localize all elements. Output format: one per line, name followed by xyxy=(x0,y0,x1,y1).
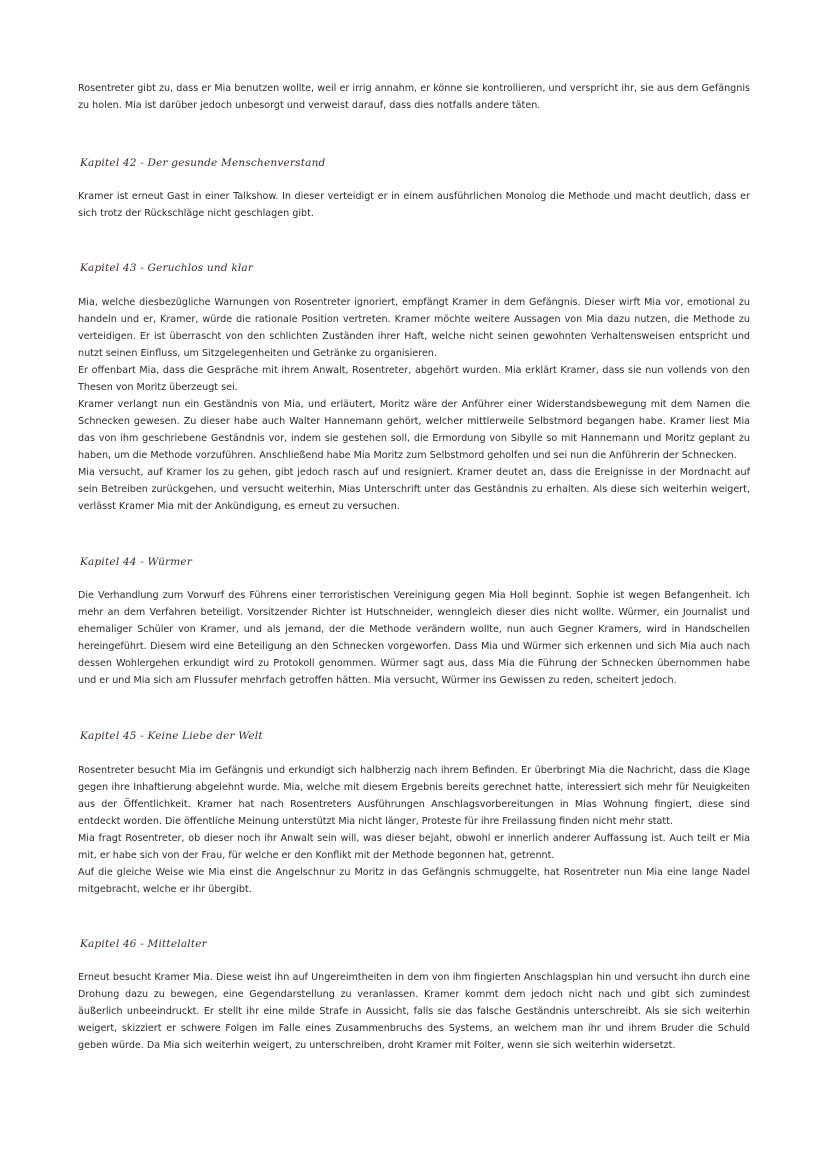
chapter-42-heading-wrap xyxy=(78,154,750,176)
chapter-45-body xyxy=(78,762,750,898)
document-page xyxy=(78,80,750,1054)
chapter-43-heading-wrap xyxy=(78,259,750,281)
chapter-43-heading-text: Kapitel 43 - Geruchlos und klar xyxy=(80,262,254,274)
chapter-42-paragraph-1: Kramer ist erneut Gast in einer Talkshow. In dieser verteidigt er in einem ausführlichen Monolog die Methode und macht deutlich, dass er sich trotz der Rückschläge nicht geschlagen gibt. xyxy=(78,191,750,219)
chapter-43-paragraph-4: Mia versucht, auf Kramer los zu gehen, gibt jedoch rasch auf und resigniert. Kramer deutet an, dass die Ereignisse in der Mordnacht auf sein Betreiben zurückgehen, und versucht weiterhin, Mias Unterschrift unter das Geständnis zu erhalten. Als diese sich weiterhin weigert, verlässt Kramer Mia mit der Ankündigung, es erneut zu versuchen. xyxy=(78,467,750,512)
chapter-42-body xyxy=(78,188,750,222)
chapter-45-heading-wrap xyxy=(78,727,750,749)
chapter-46-heading-text: Kapitel 46 - Mittelalter xyxy=(80,938,207,950)
chapter-45-paragraph-3: Auf die gleiche Weise wie Mia einst die Angelschnur zu Moritz in das Gefängnis schmuggelte, hat Rosentreter nun Mia eine lange Nadel mitgebracht, welche er ihr übergibt. xyxy=(78,867,750,895)
chapter-46-paragraph-1: Erneut besucht Kramer Mia. Diese weist ihn auf Ungereimtheiten in dem von ihm fingierten Anschlagsplan hin und versucht ihn durch eine Drohung dazu zu bewegen, eine Gegendarstellung zu veranlassen. Kramer kommt dem jedoch nicht nach und gibt sich zumindest äußerlich unbeeindruckt. Er stellt ihr eine milde Strafe in Aussicht, falls sie das falsche Geständnis unterschreibt. Als sie sich weiterhin weigert, skizziert er schwere Folgen im Falle eines Zusammenbruchs des Systems, an welchem man ihr und ihrem Bruder die Schuld geben würde. Da Mia sich weiterhin weigert, zu unterschreiben, droht Kramer mit Folter, wenn sie sich weiterhin widersetzt. xyxy=(78,972,750,1051)
chapter-43-body xyxy=(78,294,750,515)
chapter-45-heading xyxy=(78,729,273,744)
chapter-44-heading-wrap xyxy=(78,553,750,575)
chapter-42-heading xyxy=(78,156,335,171)
chapter-45-heading-text: Kapitel 45 - Keine Liebe der Welt xyxy=(80,730,263,742)
chapter-43-paragraph-3: Kramer verlangt nun ein Geständnis von Mia, und erläutert, Moritz wäre der Anführer einer Widerstandsbewegung mit dem Namen die Schnecken gewesen. Zu dieser habe auch Walter Hannemann gehört, welcher mittlerweile Selbstmord begangen habe. Kramer liest Mia das von ihm geschriebene Geständnis vor, indem sie gestehen soll, die Ermordung von Sibylle so mit Hannemann und Moritz geplant zu haben, um die Methode vorzuführen. Anschließend habe Mia Moritz zum Selbstmord geholfen und sei nun die Anführerin der Schnecken. xyxy=(78,399,750,461)
chapter-44-heading-text: Kapitel 44 - Würmer xyxy=(80,556,193,568)
chapter-43-paragraph-1: Mia, welche diesbezügliche Warnungen von Rosentreter ignoriert, empfängt Kramer in dem Gefängnis. Dieser wirft Mia vor, emotional zu handeln und er, Kramer, würde die rationale Position vertreten. Kramer möchte weitere Aussagen von Mia dazu nutzen, die Methode zu verteidigen. Er ist überrascht von den schlichten Zuständen ihrer Haft, welche nicht seinen gewohnten Verhaltensweisen entspricht und nutzt seinen Einfluss, um Sitzgelegenheiten und Getränke zu organisieren. xyxy=(78,297,750,359)
chapter-44-paragraph-1: Die Verhandlung zum Vorwurf des Führens einer terroristischen Vereinigung gegen Mia Holl beginnt. Sophie ist wegen Befangenheit. Ich mehr an dem Verfahren beteiligt. Vorsitzender Richter ist Hutschneider, wenngleich dieser dies nicht wollte. Würmer, ein Journalist und ehemaliger Schüler von Kramer, und als jemand, der die Methode verändern wollte, nun auch Gegner Kramers, wird in Handschellen hereingeführt. Diesem wird eine Beteiligung an den Schnecken vorgeworfen. Dass Mia und Würmer sich erkennen und sich Mia auch nach dessen Wohlergehen erkundigt wird zu Protokoll genommen. Würmer sagt aus, dass Mia die Führung der Schnecken übernommen habe und er und Mia sich am Flussufer mehrfach getroffen hätten. Mia versucht, Würmer ins Gewissen zu reden, scheitert jedoch. xyxy=(78,590,750,686)
chapter-45-paragraph-1: Rosentreter besucht Mia im Gefängnis und erkundigt sich halbherzig nach ihrem Befinden. Er überbringt Mia die Nachricht, dass die Klage gegen ihre Inhaftierung abgelehnt wurde. Mia, welche mit diesem Ergebnis bereits gerechnet hatte, interessiert sich mehr für Neuigkeiten aus der Öffentlichkeit. Kramer hat nach Rosentreters Ausführungen Anschlagsvorbereitungen in Mias Wohnung fingiert, diese sind entdeckt worden. Die öffentliche Meinung unterstützt Mia nicht länger, Proteste für ihre Freilassung finden nicht mehr statt. xyxy=(78,765,750,827)
chapter-46-heading xyxy=(78,937,217,952)
chapter-46-body xyxy=(78,969,750,1054)
chapter-44-body xyxy=(78,587,750,689)
chapter-43-paragraph-2: Er offenbart Mia, dass die Gespräche mit ihrem Anwalt, Rosentreter, abgehört wurden. Mia erklärt Kramer, dass sie nun vollends von den Thesen von Moritz überzeugt sei. xyxy=(78,365,750,393)
chapter-43-heading xyxy=(78,261,263,276)
chapter-42-heading-text: Kapitel 42 - Der gesunde Menschenverstand xyxy=(80,157,326,169)
intro-block xyxy=(78,80,750,114)
intro-paragraph: Rosentreter gibt zu, dass er Mia benutzen wollte, weil er irrig annahm, er könne sie kontrollieren, und verspricht ihr, sie aus dem Gefängnis zu holen. Mia ist darüber jedoch unbesorgt und verweist darauf, dass dies notfalls andere täten. xyxy=(78,83,750,111)
chapter-44-heading xyxy=(78,555,202,570)
chapter-45-paragraph-2: Mia fragt Rosentreter, ob dieser noch ihr Anwalt sein will, was dieser bejaht, obwohl er innerlich anderer Auffassung ist. Auch teilt er Mia mit, er habe sich von der Frau, für welche er den Konflikt mit der Methode begonnen hat, getrennt. xyxy=(78,833,750,861)
chapter-46-heading-wrap xyxy=(78,935,750,957)
